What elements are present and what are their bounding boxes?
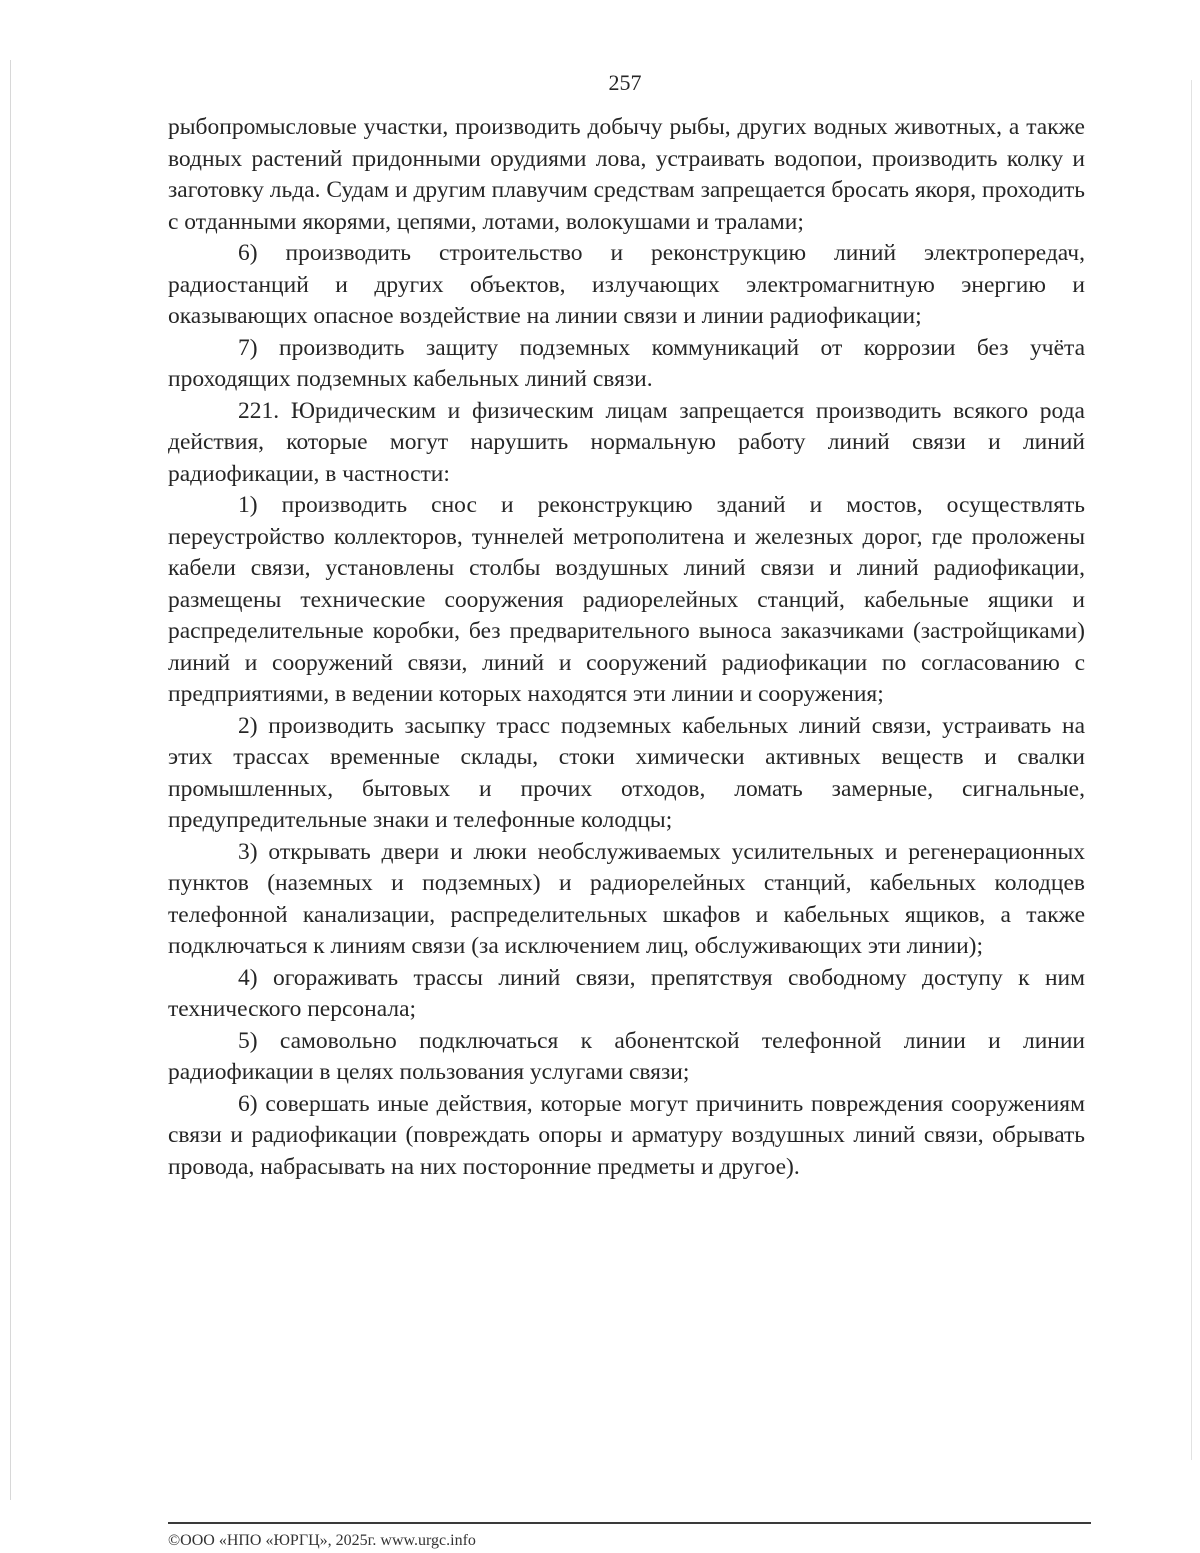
paragraph-item-3-doors: 3) открывать двери и люки необслуживаемых усилительных и регенерационных пунктов (наземных и подземных) и радиорелейных станций, кабельных колодцев телефонной канализации, распределительных шкафов и кабельных ящиков, а также подключаться к линиям связи (за исключением лиц, обслуживающих эти линии); [168, 838, 1085, 959]
paragraph-item-6-other-actions: 6) совершать иные действия, которые могут причинить повреждения сооружениям связи и радиофикации (повреждать опоры и арматуру воздушных линий связи, обрывать провода, набрасывать на них посторонние предметы и другое). [168, 1090, 1085, 1180]
paragraph-item-1-demolition: 1) производить снос и реконструкцию зданий и мостов, осуществлять переустройство коллекторов, туннелей метрополитена и железных дорог, где проложены кабели связи, установлены столбы воздушных линий связи и линий радиофикации, размещены технические сооружения радиорелейных станций, кабельные ящики и распределительные коробки, без предварительного выноса заказчиками (застройщиками) линий и сооружений связи, линий и сооружений радиофикации по согласованию с предприятиями, в ведении которых находятся эти линии и сооружения; [168, 492, 1085, 707]
scan-edge-right [1191, 80, 1192, 1460]
paragraph-item-7-corrosion: 7) производить защиту подземных коммуникаций от коррозии без учёта проходящих подземных кабельных линий связи. [168, 334, 1085, 392]
paragraph-item-5-connection: 5) самовольно подключаться к абонентской телефонной линии и линии радиофикации в целях пользования услугами связи; [168, 1027, 1085, 1085]
paragraph-continuation: рыбопромысловые участки, производить добычу рыбы, других водных животных, а также водных растений придонными орудиями лова, устраивать водопои, производить колку и заготовку льда. Судам и другим плавучим средствам запрещается бросать якоря, проходить с отданными якорями, цепями, лотами, волокушами и тралами; [168, 114, 1085, 235]
footer-divider [168, 1522, 1091, 1524]
scan-edge-left [10, 60, 11, 1500]
page-number: 257 [608, 70, 642, 95]
footer-copyright: ©ООО «НПО «ЮРГЦ», 2025г. www.urgc.info [168, 1532, 476, 1549]
paragraph-item-6-power-lines: 6) производить строительство и реконструкцию линий электропередач, радиостанций и других объектов, излучающих электромагнитную энергию и оказывающих опасное воздействие на линии связи и линии радиофикации; [168, 240, 1085, 329]
paragraph-item-2-backfill: 2) производить засыпку трасс подземных кабельных линий связи, устраивать на этих трассах временные склады, стоки химически активных веществ и свалки промышленных, бытовых и прочих отходов, ломать замерные, сигнальные, предупредительные знаки и телефонные колодцы; [168, 712, 1085, 833]
document-body [168, 112, 1085, 1183]
paragraph-item-4-fencing: 4) огораживать трассы линий связи, препятствуя свободному доступу к ним технического персонала; [168, 964, 1085, 1022]
paragraph-221: 221. Юридическим и физическим лицам запрещается производить всякого рода действия, которые могут нарушить нормальную работу линий связи и линий радиофикации, в частности: [168, 397, 1085, 487]
